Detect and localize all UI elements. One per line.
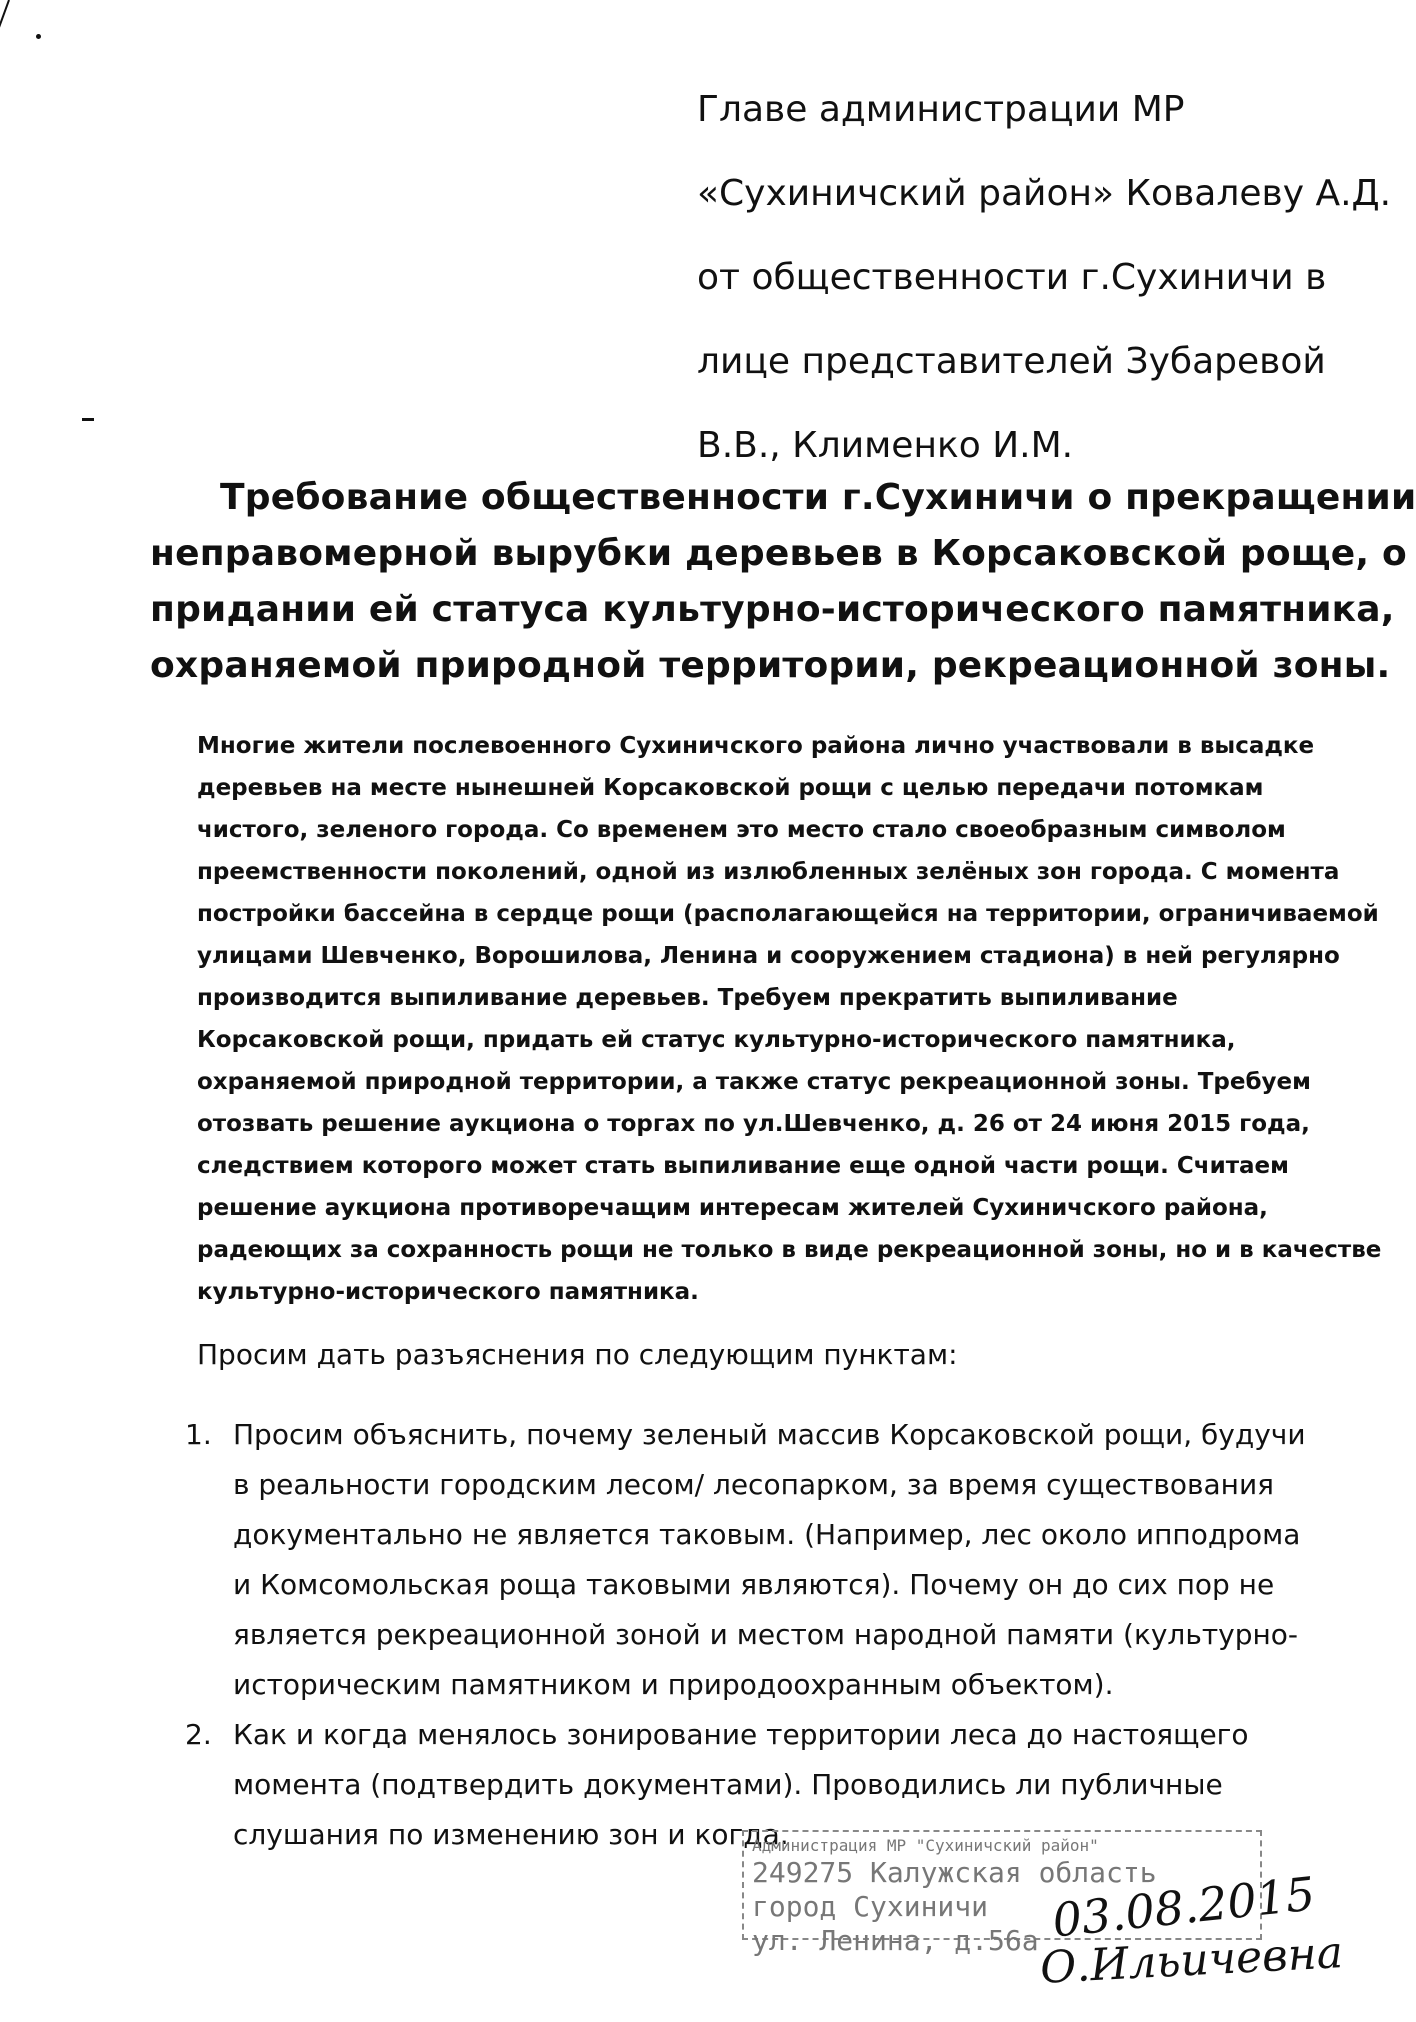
list-item-line: в реальности городским лесом/ лесопарком, за время существования xyxy=(233,1468,1275,1501)
list-item-line: историческим памятником и природоохранным объектом). xyxy=(233,1668,1114,1701)
body-line: производится выпиливание деревьев. Требуем прекратить выпиливание xyxy=(197,985,1178,1011)
list-item-line: момента (подтвердить документами). Проводились ли публичные xyxy=(233,1768,1223,1801)
body-line: постройки бассейна в сердце рощи (располагающейся на территории, ограничиваемой xyxy=(197,901,1379,927)
stamp-line: ул. Ленина, д.56а xyxy=(752,1924,1039,1957)
scan-artifact-dash xyxy=(82,418,94,421)
list-item-line: и Комсомольская роща таковыми являются). Почему он до сих пор не xyxy=(233,1568,1275,1601)
body-line: культурно-исторического памятника. xyxy=(197,1279,699,1305)
body-line: чистого, зеленого города. Со временем это место стало своеобразным символом xyxy=(197,817,1286,843)
title-line: охраняемой природной территории, рекреационной зоны. xyxy=(150,645,1391,686)
list-item-line: Просим объяснить, почему зеленый массив Корсаковской рощи, будучи xyxy=(233,1418,1306,1451)
list-item-line: документально не является таковым. (Например, лес около ипподрома xyxy=(233,1518,1301,1551)
addressee-line: «Сухиничский район» Ковалеву А.Д. xyxy=(697,173,1392,214)
body-line: Корсаковской рощи, придать ей статус культурно-исторического памятника, xyxy=(197,1027,1236,1053)
list-item xyxy=(185,1410,1325,1710)
body-line: улицами Шевченко, Ворошилова, Ленина и сооружением стадиона) в ней регулярно xyxy=(197,943,1340,969)
body-line: Многие жители послевоенного Сухиничского района лично участвовали в высадке xyxy=(197,733,1315,759)
list-item-line: слушания по изменению зон и когда. xyxy=(233,1818,789,1851)
handwritten-date: 03.08.2015 xyxy=(1049,1866,1318,1948)
document-title xyxy=(150,470,1416,694)
body-line: преемственности поколений, одной из излюбленных зелёных зон города. С момента xyxy=(197,859,1340,885)
body-line: отозвать решение аукциона о торгах по ул.Шевченко, д. 26 от 24 июня 2015 года, xyxy=(197,1111,1310,1137)
list-item-line: является рекреационной зоной и местом народной памяти (культурно- xyxy=(233,1618,1299,1651)
stamp-line: город Сухиничи xyxy=(752,1890,989,1923)
body-line: деревьев на месте нынешней Корсаковской рощи с целью передачи потомкам xyxy=(197,775,1264,801)
body-line: следствием которого может стать выпиливание еще одной части рощи. Считаем xyxy=(197,1153,1289,1179)
addressee-line: от общественности г.Сухиничи в xyxy=(697,257,1327,298)
addressee-line: лице представителей Зубаревой xyxy=(697,341,1326,382)
handwritten-signature: О.Ильичевна xyxy=(1038,1927,1345,1994)
list-item-number: 1. xyxy=(185,1418,212,1451)
addressee-line: Главе администрации МР xyxy=(697,89,1185,130)
request-list xyxy=(185,1410,1325,1860)
title-line: неправомерной вырубки деревьев в Корсаковской роще, о xyxy=(150,533,1407,574)
body-line: охраняемой природной территории, а также статус рекреационной зоны. Требуем xyxy=(197,1069,1311,1095)
addressee-line: В.В., Клименко И.М. xyxy=(697,425,1074,466)
scan-artifact-dot xyxy=(36,34,41,39)
body-paragraph xyxy=(197,725,1382,1313)
body-line: решение аукциона противоречащим интересам жителей Сухиничского района, xyxy=(197,1195,1268,1221)
stamp-line: Администрация МР "Сухиничский район" xyxy=(752,1836,1099,1855)
list-item-line: Как и когда менялось зонирование территории леса до настоящего xyxy=(233,1718,1249,1751)
title-line: Требование общественности г.Сухиничи о прекращении xyxy=(220,477,1416,518)
title-line: придании ей статуса культурно-исторического памятника, xyxy=(150,589,1395,630)
scan-artifact-line xyxy=(0,0,10,76)
list-item-number: 2. xyxy=(185,1718,212,1751)
addressee-block xyxy=(697,68,1392,488)
request-intro: Просим дать разъяснения по следующим пунктам: xyxy=(197,1338,958,1371)
stamp-line: 249275 Калужская область xyxy=(752,1856,1157,1889)
body-line: радеющих за сохранность рощи не только в виде рекреационной зоны, но и в качестве xyxy=(197,1237,1382,1263)
